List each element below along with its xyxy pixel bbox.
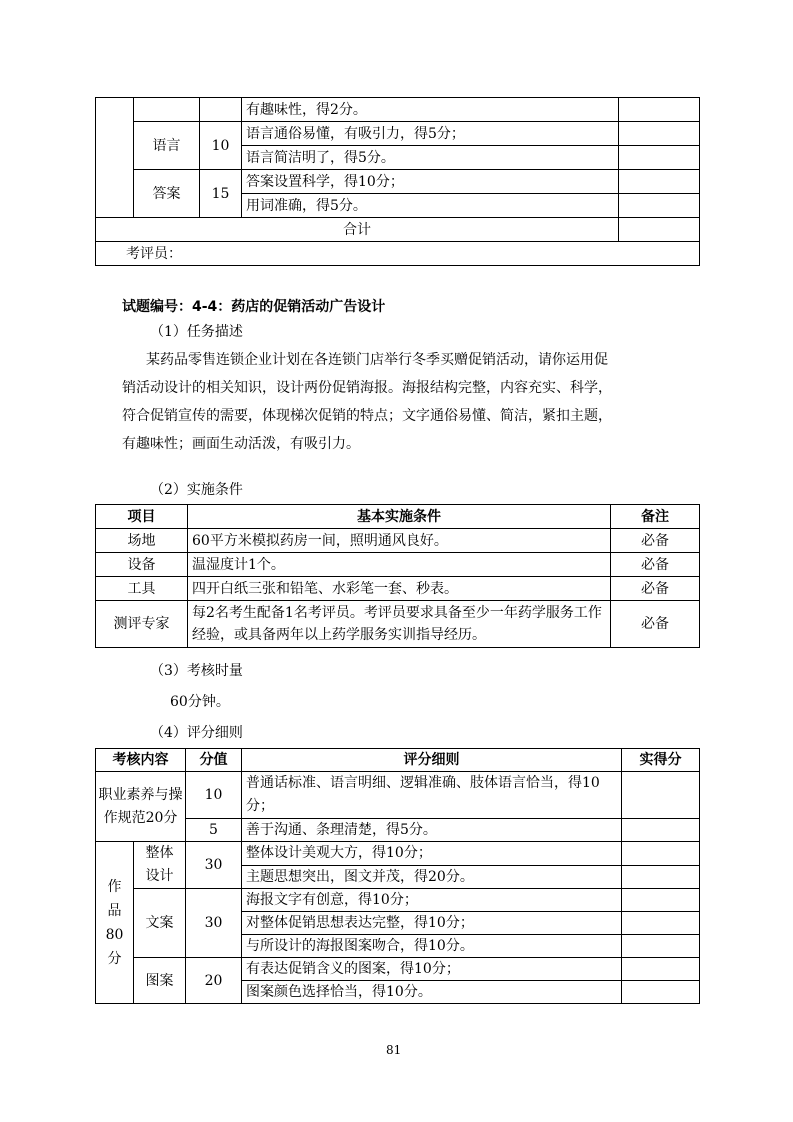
column-header: 考核内容: [96, 749, 186, 772]
total-label: 合计: [96, 218, 619, 242]
rules-title: （4）评分细则: [150, 725, 243, 741]
works-label: 作品80分: [96, 842, 134, 1004]
table-row: [96, 601, 700, 648]
item-answer: 答案: [134, 170, 200, 218]
professional-label: 职业素养与操作规范20分: [96, 772, 186, 842]
condition-text: 温湿度计1个。: [188, 553, 611, 577]
task-line: 符合促销宣传的需要，体现梯次促销的特点；文字通俗易懂、简洁，紧扣主题，: [122, 408, 612, 424]
scoring-rules-table: [95, 748, 700, 1004]
score-value: 10: [186, 772, 242, 819]
condition-item: 设备: [96, 553, 188, 577]
task-line: 有趣味性；画面生动活泼，有吸引力。: [122, 436, 360, 452]
criterion-cell: 有趣味性，得2分。: [242, 98, 619, 122]
criterion-cell: 善于沟通、条理清楚，得5分。: [242, 819, 622, 842]
task-title: （1）任务描述: [150, 324, 243, 340]
task-line: 某药品零售连锁企业计划在各连锁门店举行冬季买赠促销活动，请你运用促: [146, 352, 608, 368]
criterion-cell: 图案颜色选择恰当，得10分。: [242, 981, 622, 1004]
task-line: 销活动设计的相关知识，设计两份促销海报。海报结构完整，内容充实、科学，: [122, 380, 612, 396]
item-pattern: 图案: [134, 958, 186, 1004]
criterion-cell: 有表达促销含义的图案，得10分；: [242, 958, 622, 981]
conditions-title: （2）实施条件: [150, 482, 243, 498]
score-value: 20: [186, 958, 242, 1004]
condition-text: 每2名考生配备1名考评员。考评员要求具备至少一年药学服务工作经验，或具备两年以上药学服务实训指导经历。: [188, 601, 611, 648]
column-header: 评分细则: [242, 749, 622, 772]
column-header: 项目: [96, 505, 188, 529]
item-language: 语言: [134, 122, 200, 170]
condition-note: 必备: [611, 553, 700, 577]
condition-item: 场地: [96, 529, 188, 553]
item-design: 整体设计: [134, 842, 186, 889]
time-title: （3）考核时量: [150, 663, 243, 679]
scoring-table-continued: [95, 97, 700, 266]
column-header: 实得分: [622, 749, 700, 772]
criterion-cell: 与所设计的海报图案吻合，得10分。: [242, 935, 622, 958]
score-value: 30: [186, 889, 242, 958]
score-language: 10: [200, 122, 242, 170]
task-description: [122, 346, 682, 458]
criterion-cell: 主题思想突出，图文并茂，得20分。: [242, 865, 622, 889]
column-header: 备注: [611, 505, 700, 529]
score-value: 5: [186, 819, 242, 842]
criterion-cell: 海报文字有创意，得10分；: [242, 889, 622, 912]
criterion-cell: 普通话标准、语言明细、逻辑准确、肢体语言恰当，得10分；: [242, 772, 622, 819]
criterion-cell: 对整体促销思想表达完整，得10分；: [242, 912, 622, 935]
table-row: [96, 577, 700, 601]
score-answer: 15: [200, 170, 242, 218]
condition-text: 四开白纸三张和铅笔、水彩笔一套、秒表。: [188, 577, 611, 601]
column-header: 基本实施条件: [188, 505, 611, 529]
score-value: 30: [186, 842, 242, 889]
criterion-cell: 用词准确，得5分。: [242, 194, 619, 218]
condition-text: 60平方米模拟药房一间，照明通风良好。: [188, 529, 611, 553]
table-row: [96, 529, 700, 553]
criterion-cell: 语言通俗易懂，有吸引力，得5分；: [242, 122, 619, 146]
question-heading: 试题编号：4-4：药店的促销活动广告设计: [122, 299, 386, 315]
criterion-cell: 整体设计美观大方，得10分；: [242, 842, 622, 866]
condition-item: 测评专家: [96, 601, 188, 648]
condition-note: 必备: [611, 529, 700, 553]
conditions-table: [95, 504, 700, 648]
table-row: [96, 553, 700, 577]
condition-note: 必备: [611, 577, 700, 601]
condition-item: 工具: [96, 577, 188, 601]
time-value: 60分钟。: [170, 694, 230, 710]
criterion-cell: 语言简洁明了，得5分。: [242, 146, 619, 170]
condition-note: 必备: [611, 601, 700, 648]
criterion-cell: 答案设置科学，得10分；: [242, 170, 619, 194]
column-header: 分值: [186, 749, 242, 772]
page-number: 81: [386, 1043, 402, 1057]
examiner-label: 考评员：: [96, 242, 700, 266]
item-copy: 文案: [134, 889, 186, 958]
